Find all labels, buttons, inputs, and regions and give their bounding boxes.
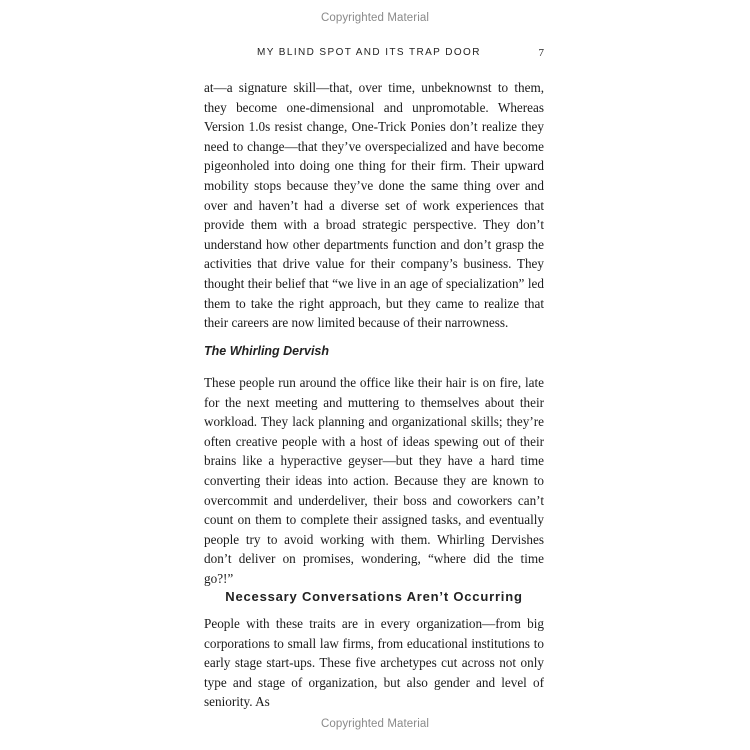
page-number: 7 [538,47,544,59]
body-paragraph: People with these traits are in every organization—from big corporations to small law firms, from educational institutions to early stage start-ups. These five archetypes cut across not only type and stage of organization, but also gender and level of seniority. As [204,616,544,710]
copyright-watermark-top: Copyrighted Material [320,12,430,24]
copyright-watermark-bottom: Copyrighted Material [320,718,430,730]
running-title: MY BLIND SPOT AND ITS TRAP DOOR [257,47,481,58]
subheading: The Whirling Dervish [204,344,330,358]
section-heading: Necessary Conversations Aren’t Occurring [225,589,523,604]
body-paragraph: These people run around the office like their hair is on fire, late for the next meeting and muttering to themselves about their workload. They lack planning and organizational skills; they’re often creative people with a host of ideas spewing out of their brains like a hyperactive geyser—but they have a hard time converting their ideas into action. Because they are known to overcommit and underdeliver, their boss and coworkers can’t count on them to complete their assigned tasks, and eventually people try to avoid working with them. Whirling Dervishes don’t deliver on promises, wondering, “where did the time go?!” [204,375,544,586]
body-paragraph: at—a signature skill—that, over time, unbeknownst to them, they become one-dimensional and unpromotable. Whereas Version 1.0s resist change, One-Trick Ponies don’t realize they need to change—that they’ve overspecialized and have become pigeonholed into doing one thing for their firm. Their upward mobility stops because they’ve done the same thing over and over and haven’t had a diverse set of work experiences that provide them with a broad strategic perspective. They don’t understand how other departments function and don’t grasp the activities that drive value for their company’s business. They thought their belief that “we live in an age of specialization” led them to take the right approach, but they came to realize that their careers are now limited because of their narrowness. [204,80,544,331]
